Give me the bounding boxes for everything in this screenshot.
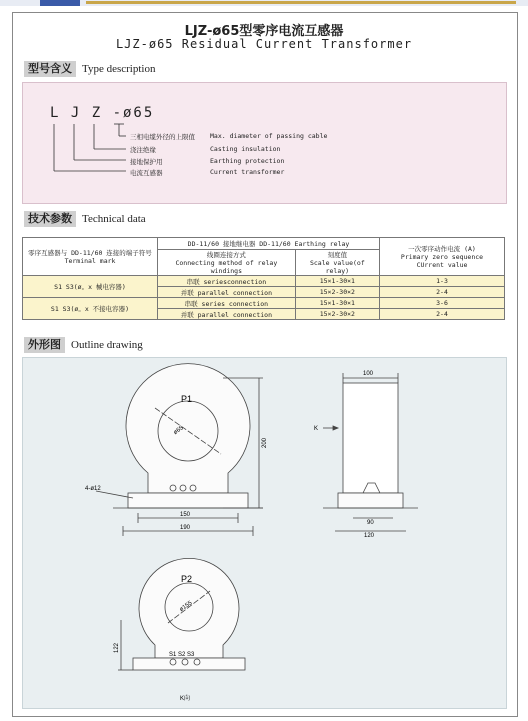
type-code: L J Z -ø65 — [50, 105, 155, 121]
header-primary-current: 一次零序动作电流 (A) Primary zero sequence CUrrent value — [380, 238, 505, 276]
top-banner-stripe — [86, 1, 516, 4]
cell-method: 并联 parallel connection — [158, 309, 296, 320]
dim-190: 190 — [180, 525, 191, 531]
header-method: 线圈连接方式 Connecting method of relay windings — [158, 250, 296, 276]
cell-method: 串联 seriesconnection — [158, 276, 296, 287]
cell-terminal: S1 S3(ø。x 不接电容器) — [23, 298, 158, 320]
cell-scale: 15×2-30×2 — [295, 309, 379, 320]
dim-120: 120 — [364, 533, 375, 539]
dim-122: 122 — [114, 642, 120, 653]
transformer-p1-front-view — [96, 364, 263, 536]
type-item-2-en: Casting insulation — [210, 145, 281, 153]
type-item-2-cn: 浇注绝缘 — [130, 146, 156, 154]
technical-data-table — [22, 237, 505, 320]
table-row — [23, 298, 505, 309]
cell-scale: 15×1-30×1 — [295, 298, 379, 309]
type-item-4-en: Current transformer — [210, 168, 285, 176]
section-tech-cn: 技术参数 — [24, 211, 76, 227]
cell-scale: 15×2-30×2 — [295, 287, 379, 298]
dim-100: 100 — [363, 371, 374, 377]
cell-method: 并联 parallel connection — [158, 287, 296, 298]
header-relay: DD-11/60 接地继电器 DD-11/60 Earthing relay — [158, 238, 380, 250]
page-title-en: LJZ-ø65 Residual Current Transformer — [115, 37, 413, 51]
k-direction-label: K向 — [180, 696, 191, 702]
section-outline-drawing — [24, 337, 143, 353]
type-leader-lines — [22, 82, 505, 202]
outline-drawing — [23, 358, 506, 708]
dim-4phi12: 4-ø12 — [85, 486, 101, 492]
cell-scale: 15×1-30×1 — [295, 276, 379, 287]
dim-k: K — [314, 426, 319, 432]
cell-current: 2-4 — [380, 309, 505, 320]
transformer-side-view — [323, 373, 418, 531]
cell-current: 1-3 — [380, 276, 505, 287]
cell-current: 2-4 — [380, 287, 505, 298]
section-tech-en: Technical data — [82, 213, 146, 225]
table-row — [23, 276, 505, 287]
type-item-3-en: Earthing protection — [210, 157, 285, 165]
header-scale: 刻度值 Scale value(of relay) — [295, 250, 379, 276]
section-outline-en: Outline drawing — [71, 339, 143, 351]
header-terminal: 零序互感器与 DD-11/60 连接的端子符号 Terminal mark — [23, 238, 158, 276]
cell-terminal: S1 S3(ø。x 械电容器) — [23, 276, 158, 298]
type-item-1-cn: 三相电缆外径的上限值 — [130, 133, 195, 141]
cell-method: 串联 series connection — [158, 298, 296, 309]
dim-phi155: ø155 — [178, 600, 194, 614]
label-p2: P2 — [181, 574, 193, 584]
dim-90: 90 — [367, 520, 374, 526]
section-outline-cn: 外形图 — [24, 337, 65, 353]
terminal-labels: S1 S2 S3 — [169, 652, 195, 658]
outline-drawing-panel — [22, 357, 507, 709]
company-logo — [40, 0, 80, 6]
type-item-1-en: Max. diameter of passing cable — [210, 132, 328, 140]
section-technical-data — [24, 211, 146, 227]
dim-phi65: ø65 — [172, 425, 185, 437]
dim-200: 200 — [262, 437, 268, 448]
label-p1: P1 — [181, 394, 193, 404]
type-item-4-cn: 电流互感器 — [130, 169, 163, 177]
section-type-en: Type description — [82, 63, 156, 75]
page-title-cn: LJZ-ø65型零序电流互感器 — [184, 24, 344, 39]
section-type-description — [24, 61, 155, 77]
dim-150: 150 — [180, 512, 191, 518]
type-item-3-cn: 接地保护用 — [130, 158, 163, 166]
section-type-cn: 型号含义 — [24, 61, 76, 77]
cell-current: 3-6 — [380, 298, 505, 309]
